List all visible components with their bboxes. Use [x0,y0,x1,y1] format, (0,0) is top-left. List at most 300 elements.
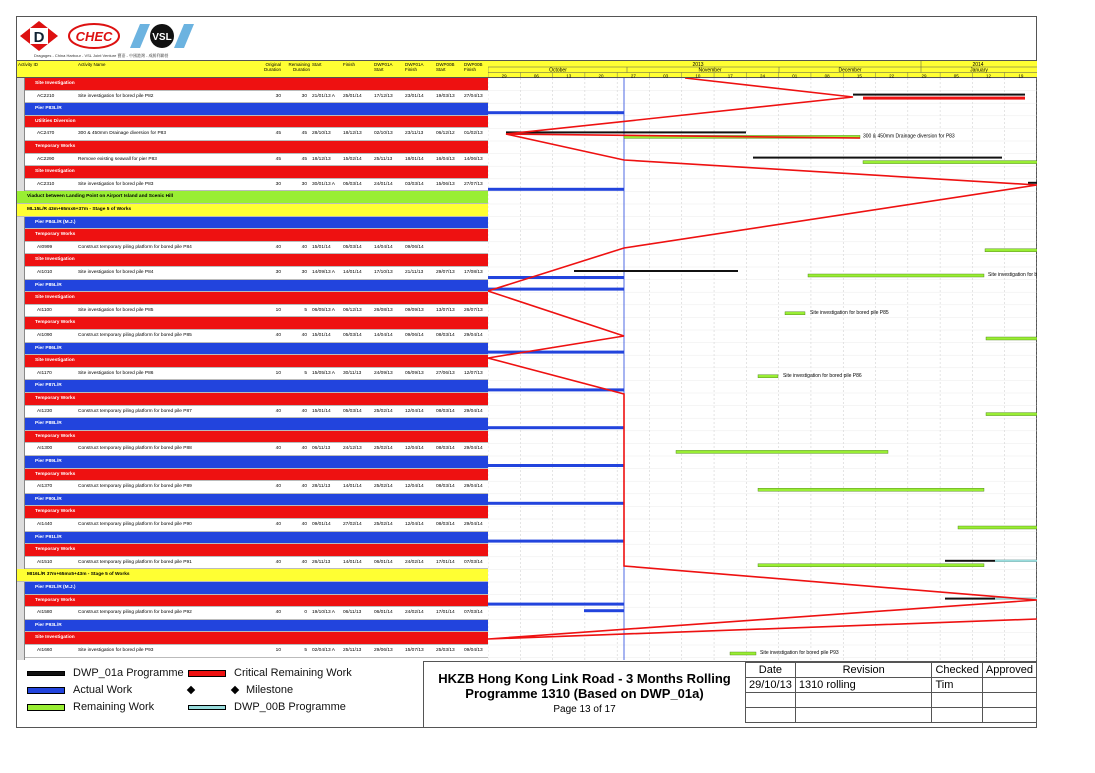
dwp01a-finish: 18/01/14 [405,156,424,162]
dragages-logo [20,21,58,51]
group-header-row [25,544,488,557]
group-label: Pier P90L/R [35,496,62,502]
remaining-duration: 40 [301,333,307,338]
group-header-row [25,418,488,431]
day-label: 01 [792,73,798,78]
dwp01a-start: 25/02/14 [374,446,393,452]
group-header-row [25,632,488,645]
finish-date: 30/11/13 [343,370,362,376]
start-date: 26/11/13 [312,559,331,565]
remaining-bar [863,161,1037,164]
activity-row [25,267,488,280]
dwp01a-finish: 24/02/14 [405,610,424,616]
activity-name: Site investigation for bored pile P93 [78,648,154,653]
legend-label: Remaining Work [73,701,155,713]
legend-dwp00b [188,701,346,713]
dwp01a-start: 17/10/13 [374,270,393,275]
start-date: 28/11/13 [312,484,331,490]
dwp01a-finish: 23/11/13 [405,131,424,137]
activity-id: AI1230 [37,408,53,414]
activity-name: Remove existing seawall for pier P83 [78,156,157,162]
original-duration: 40 [275,333,281,338]
group-label: MI16L/R 37m+65mx5+43m - Stage 5 of Works [27,572,130,578]
legend-swatch-cyan [188,705,226,710]
critical-bar [863,97,1025,100]
activity-id: AI1010 [37,270,53,275]
dwp00b-start: 19/03/13 [436,93,455,99]
group-header-row [25,116,488,129]
dwp00b-finish: 07/03/14 [464,610,483,616]
start-date: 06/05/13 A [312,307,335,313]
dwp01a-start: 25/11/13 [374,156,393,162]
dwp01a-finish: 15/07/13 [405,648,424,653]
group-header-row [17,191,488,204]
activity-row [25,305,488,318]
actual-work-bar [584,609,624,612]
group-label: Temporary Works [35,433,76,439]
page-number: Page 13 of 17 [553,704,616,715]
group-header-row [25,393,488,406]
day-label: 15 [856,73,862,78]
remaining-bar [758,488,984,491]
activity-id: AI1510 [37,559,53,565]
group-header-row [25,456,488,469]
remaining-duration: 5 [304,370,307,376]
dwp00b-finish: 12/07/13 [464,370,483,376]
remaining-duration: 30 [301,181,307,187]
group-header-row [25,582,488,595]
remaining-duration: 45 [301,131,307,137]
finish-date: 25/11/13 [343,648,362,653]
dwp00b-finish: 29/04/14 [464,484,483,490]
remaining-bar [808,274,984,277]
activity-row [25,179,488,192]
finish-date: 05/03/14 [343,333,362,338]
finish-date: 25/01/14 [343,93,362,99]
rev-empty-cell [795,708,932,723]
rev-empty-cell [982,708,1036,723]
column-header-bar [17,60,1037,78]
dwp01a-finish: 05/09/13 [405,370,424,376]
rev-empty-cell [982,693,1036,708]
col-dwp01a-start: DWP01A Start [374,62,393,72]
activity-id: AI1170 [37,370,52,376]
rev-header-checked: Checked [932,663,982,678]
dwp00b-start: 25/03/13 [436,648,455,653]
group-label: Temporary Works [35,232,76,238]
group-header-row [25,78,488,91]
group-header-row [25,431,488,444]
rev-header-date: Date [746,663,796,678]
dwp00b-finish: 01/02/13 [464,131,483,137]
legend-label: DWP_01a Programme [73,667,184,679]
activity-name: Construct temporary piling platform for bored pile P85 [78,333,192,338]
group-header-row [25,166,488,179]
day-label: 29 [501,73,507,78]
group-label: Site Investigation [35,257,75,263]
start-date: 15/01/14 [312,333,331,338]
group-label: Utilities Diversion [35,118,76,124]
activity-name: Site investigation for bored pile P82 [78,93,154,99]
activity-id: AI1580 [37,610,53,616]
group-header-row [17,204,488,217]
day-label: 17 [727,73,733,78]
group-label: Temporary Works [35,144,76,149]
day-label: 19 [1018,73,1024,78]
remaining-duration: 30 [301,270,307,275]
dwp00b-start: 08/03/14 [436,446,455,452]
group-header-row [25,217,488,230]
finish-date: 14/01/14 [343,270,362,275]
group-label: Pier P91L/R [35,534,62,540]
dwp00b-bar [995,560,1037,562]
dwp00b-start: 29/07/13 [436,270,455,275]
bar-label: Site investigation for bored pile P86 [783,372,862,379]
dwp01a-finish: 09/09/13 [405,307,424,313]
day-label: 10 [695,73,701,78]
dwp00b-start: 13/07/13 [436,307,455,313]
dwp01a-finish: 12/04/14 [405,522,424,527]
dwp01a-start: 29/06/13 [374,648,393,653]
start-date: 15/05/13 A [312,370,335,376]
activity-row [25,406,488,419]
original-duration: 45 [275,156,281,162]
remaining-bar [785,312,805,315]
activity-row [25,607,488,620]
bar-label: Site investigation for bored pile P93 [760,650,839,656]
remaining-bar [758,375,778,378]
dwp01a-start: 24/01/14 [374,181,393,187]
month-label: January [970,67,988,74]
dwp01a-finish: 09/06/14 [405,244,424,250]
start-date: 19/10/13 A [312,610,335,616]
actual-work-bar [488,502,624,505]
col-dwp00b-start: DWP00B Start [436,62,455,72]
activity-name: Site investigation for bored pile P83 [78,181,154,187]
legend-swatch-red [188,670,226,677]
rev-approved [982,678,1036,693]
dwp00b-start: 06/12/12 [436,131,455,137]
dwp01a-finish: 12/04/14 [405,484,424,490]
dwp01a-start: 14/04/14 [374,244,393,250]
remaining-duration: 0 [304,610,307,616]
remaining-duration: 30 [301,93,307,99]
dwp01a-finish: 03/03/14 [405,181,424,187]
original-duration: 30 [275,93,281,99]
title-line-2: Programme 1310 (Based on DWP_01a) [465,686,704,701]
activity-name: Construct temporary piling platform for bored pile P92 [78,610,192,616]
activity-name: Construct temporary piling platform for bored pile P87 [78,408,192,414]
activity-id: AC2210 [37,93,55,99]
activity-name: Construct temporary piling platform for bored pile P89 [78,484,192,490]
activity-name: Construct temporary piling platform for bored pile P91 [78,559,192,565]
day-label: 13 [566,73,572,78]
chec-logo [68,22,120,50]
rev-empty-cell [746,708,796,723]
rev-header-revision: Revision [795,663,932,678]
dwp01a-start: 02/10/13 [374,131,393,137]
activity-id: AI1660 [37,648,53,653]
dwp00b-finish: 29/04/14 [464,446,483,452]
remaining-duration: 5 [304,307,307,313]
legend [17,661,423,728]
start-date: 15/01/14 [312,408,331,414]
finish-date: 24/12/13 [343,446,362,452]
dwp00b-finish: 17/08/13 [464,270,483,275]
remaining-duration: 40 [301,484,307,490]
remaining-duration: 40 [301,559,307,565]
original-duration: 40 [275,484,281,490]
finish-date: 15/02/14 [343,156,362,162]
day-label: 03 [663,73,669,78]
group-header-row [25,469,488,482]
dwp00b-start: 17/01/14 [436,559,455,565]
legend-label: Critical Remaining Work [234,667,352,679]
start-date: 06/11/13 [312,446,331,452]
group-header-row [25,254,488,267]
timeline-header [488,61,1037,78]
group-label: Temporary Works [35,509,76,515]
start-date: 18/12/13 [312,156,331,162]
finish-date: 05/03/14 [343,181,362,187]
activity-row [25,481,488,494]
activity-row [25,91,488,104]
dwp01a-start: 25/02/14 [374,408,393,414]
finish-date: 18/12/13 [343,131,362,137]
group-label: Pier P89L/R [35,459,62,464]
activity-id: AI1100 [37,307,52,313]
actual-work-bar [488,540,624,543]
finish-date: 05/03/14 [343,244,362,250]
start-date: 09/01/14 [312,522,331,527]
legend-dwp01a [27,667,184,679]
activity-row [25,330,488,343]
group-label: Pier P88L/R [35,421,62,427]
year-label: 2014 [972,62,984,68]
finish-date: 27/02/14 [343,522,362,527]
col-original-duration: Original Duration [263,62,281,72]
activity-row [25,154,488,167]
group-label: Pier P87L/R [35,383,62,389]
start-date: 15/01/14 [312,244,331,250]
joint-venture-caption: Dragages - China Harbour - VSL Joint Venture 寶嘉 - 中國港灣 - 威勝利聯營 [34,53,169,58]
bar-label: 300 & 450mm Drainage diversion for P83 [863,133,955,140]
legend-remaining [27,701,154,713]
legend-swatch-blue [27,687,65,694]
activity-name: Construct temporary piling platform for bored pile P90 [78,522,192,527]
group-label: Pier P85L/R [35,282,62,288]
original-duration: 10 [275,307,281,313]
legend-label: Actual Work [73,684,133,696]
group-label: Site Investigation [35,81,75,86]
group-label: Pier P84L/R (M.J.) [35,219,76,225]
milestone-diamond-icon [231,686,239,694]
legend-swatch-green [27,704,65,711]
activity-row [25,443,488,456]
legend-milestone [188,684,293,696]
group-label: Site Investigation [35,295,75,301]
month-label: October [549,67,567,74]
actual-work-bar [488,188,624,191]
dwp00b-start: 16/04/13 [436,156,455,162]
col-dwp00b-finish: DWP00B Finish [464,62,483,72]
activity-id: AI1090 [37,333,53,338]
month-label: November [698,67,722,74]
group-label: Site Investigation [35,358,75,364]
day-label: 05 [953,73,959,78]
day-label: 27 [630,73,636,78]
original-duration: 10 [275,648,281,653]
legend-actual [27,684,132,696]
group-label: Site Investigation [35,169,75,175]
vsl-logo [130,22,196,50]
col-dwp01a-finish: DWP01A Finish [405,62,424,72]
activity-id: AI0999 [37,244,53,250]
finish-date: 14/01/14 [343,559,362,565]
dwp01a-finish: 24/02/14 [405,559,424,565]
activity-row [25,368,488,381]
dwp01a-start: 25/02/14 [374,484,393,490]
group-header-row [25,380,488,393]
dwp01a-bar [506,131,746,133]
dwp01a-finish: 21/11/13 [405,270,424,275]
original-duration: 30 [275,270,281,275]
activity-id: AC2470 [37,131,55,137]
activity-row [25,128,488,141]
start-date: 21/01/13 A [312,93,335,99]
logo-bar [20,20,196,52]
legend-swatch-black [27,671,65,676]
dwp00b-finish: 07/03/14 [464,559,483,565]
legend-critical [188,667,352,679]
milestone-diamond-icon [187,686,195,694]
dwp00b-finish: 27/07/13 [464,181,483,187]
title-block [423,661,745,728]
group-label: Viaduct between Landing Point on Airport Island and Scenic Hill [27,194,174,200]
group-header-row [25,355,488,368]
col-remaining-duration: Remaining Duration [288,62,310,72]
col-finish: Finish [343,62,356,67]
col-activity-name: Activity Name [78,62,106,67]
group-header-row [25,229,488,242]
group-header-row [25,595,488,608]
finish-date: 06/11/13 [343,610,362,616]
activity-row [25,645,488,658]
remaining-duration: 40 [301,522,307,527]
group-header-row [25,280,488,293]
rev-empty-cell [932,708,982,723]
dwp00b-finish: 09/04/13 [464,648,483,653]
activity-id: AI1370 [37,484,53,490]
activity-id: AI1440 [37,522,53,527]
svg-text:VSL: VSL [152,32,172,43]
activity-table [17,78,488,660]
group-label: Pier P86L/R [35,345,62,351]
activity-name: Construct temporary piling platform for bored pile P88 [78,446,192,452]
day-label: 20 [598,73,604,78]
revision-table [745,661,1037,728]
dwp01a-start: 24/09/13 [374,370,393,376]
activity-id: AC2290 [37,156,55,162]
start-date: 28/10/13 [312,131,331,137]
svg-text:D: D [33,29,45,46]
remaining-bar [985,249,1037,252]
dwp00b-start: 08/03/14 [436,522,455,527]
rev-date: 29/10/13 [746,678,796,693]
rev-empty-cell [795,693,932,708]
group-header-row [25,506,488,519]
remaining-bar [986,413,1037,416]
activity-row [25,519,488,532]
gantt-chart [488,78,1037,660]
start-date: 02/04/13 A [312,648,335,653]
dwp01a-start: 26/08/13 [374,307,393,313]
remaining-bar [676,450,888,453]
dwp01a-finish: 23/01/14 [405,93,424,99]
actual-work-bar [488,276,624,279]
col-start: Start [312,62,322,67]
dwp00b-finish: 29/04/14 [464,333,483,338]
rev-empty-cell [932,693,982,708]
remaining-bar [986,337,1037,340]
remaining-duration: 5 [304,648,307,653]
group-label: Pier P93L/R [35,622,62,628]
finish-date: 06/12/13 [343,307,362,313]
actual-work-bar [488,426,624,429]
group-header-row [25,620,488,633]
actual-work-bar [488,603,624,606]
original-duration: 40 [275,408,281,414]
dwp00b-finish: 29/04/14 [464,522,483,527]
dwp00b-start: 27/06/13 [436,370,455,376]
legend-label: DWP_00B Programme [234,701,346,713]
activity-name: 300 & 450mm Drainage diversion for P83 [78,131,166,137]
col-activity-id: Activity ID [18,62,39,67]
original-duration: 40 [275,610,281,616]
dwp00b-start: 08/03/14 [436,333,455,338]
dwp00b-start: 08/03/14 [436,484,455,490]
actual-work-bar [488,351,624,354]
bar-label: Site investigation for bored pile P85 [810,309,889,316]
remaining-duration: 40 [301,408,307,414]
group-header-row [25,103,488,116]
group-label: Temporary Works [35,597,76,603]
activity-name: Construct temporary piling platform for bored pile P84 [78,244,192,250]
group-header-row [25,532,488,545]
group-label: Temporary Works [35,320,76,326]
title-line-1: HKZB Hong Kong Link Road - 3 Months Rolling [438,671,731,686]
original-duration: 45 [275,131,281,137]
original-duration: 40 [275,522,281,527]
remaining-bar [958,526,1037,529]
dwp01a-start: 06/01/14 [374,559,393,565]
activity-name: Site investigation for bored pile P86 [78,370,154,376]
dwp01a-bar [1028,182,1037,184]
start-date: 30/01/13 A [312,181,335,187]
dwp01a-start: 17/12/13 [374,93,393,99]
svg-text:CHEC: CHEC [75,29,113,44]
activity-name: Site investigation for bored pile P85 [78,307,154,313]
day-label: 29 [921,73,927,78]
group-header-row [25,494,488,507]
dwp00b-start: 08/03/14 [436,408,455,414]
rev-checked: Tim [932,678,982,693]
group-label: Site Investigation [35,635,75,641]
dwp01a-start: 14/04/14 [374,333,393,338]
day-label: 12 [986,73,992,78]
group-label: Temporary Works [35,547,76,553]
original-duration: 40 [275,244,281,250]
